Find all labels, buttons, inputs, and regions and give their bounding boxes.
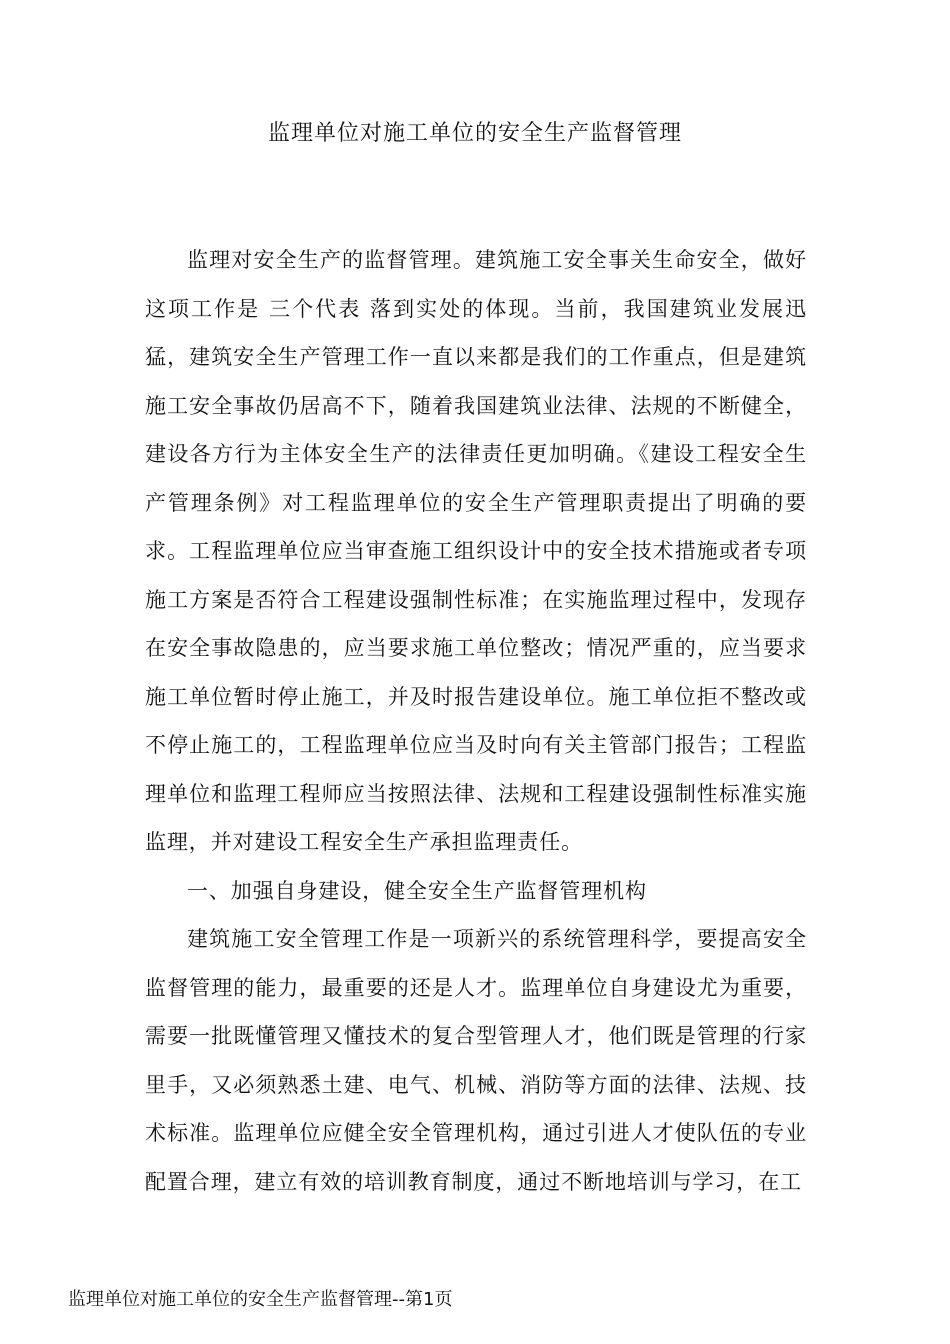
- section-heading-1: 一、加强自身建设，健全安全生产监督管理机构: [187, 878, 647, 903]
- document-body: [145, 236, 807, 1206]
- paragraph-section-1: 建筑施工安全管理工作是一项新兴的系统管理科学，要提高安全监督管理的能力，最重要的还是人才。监理单位自身建设尤为重要，需要一批既懂管理又懂技术的复合型管理人才，他们既是管理的行家里手，又必须熟悉土建、电气、机械、消防等方面的法律、法规、技术标准。监理单位应健全安全管理机构，通过引进人才使队伍的专业配置合理，建立有效的培训教育制度，通过不断地培训与学习，在工: [145, 927, 807, 1194]
- page-title: 监理单位对施工单位的安全生产监督管理: [267, 121, 682, 146]
- paragraph-intro: 监理对安全生产的监督管理。建筑施工安全事关生命安全，做好这项工作是 三个代表 落到实处的体现。当前，我国建筑业发展迅猛，建筑安全生产管理工作一直以来都是我们的工作重点，但是建筑施工安全事故仍居高不下，随着我国建筑业法律、法规的不断健全，建设各方行为主体安全生产的法律责任更加明确。《建设工程安全生产管理条例》对工程监理单位的安全生产管理职责提出了明确的要求。工程监理单位应当审查施工组织设计中的安全技术措施或者专项施工方案是否符合工程建设强制性标准；在实施监理过程中，发现存在安全事故隐患的，应当要求施工单位整改；情况严重的，应当要求施工单位暂时停止施工，并及时报告建设单位。施工单位拒不整改或不停止施工的，工程监理单位应当及时向有关主管部门报告；工程监理单位和监理工程师应当按照法律、法规和工程建设强制性标准实施监理，并对建设工程安全生产承担监理责任。: [145, 248, 807, 854]
- page-footer: 监理单位对施工单位的安全生产监督管理--第1页: [68, 1289, 453, 1310]
